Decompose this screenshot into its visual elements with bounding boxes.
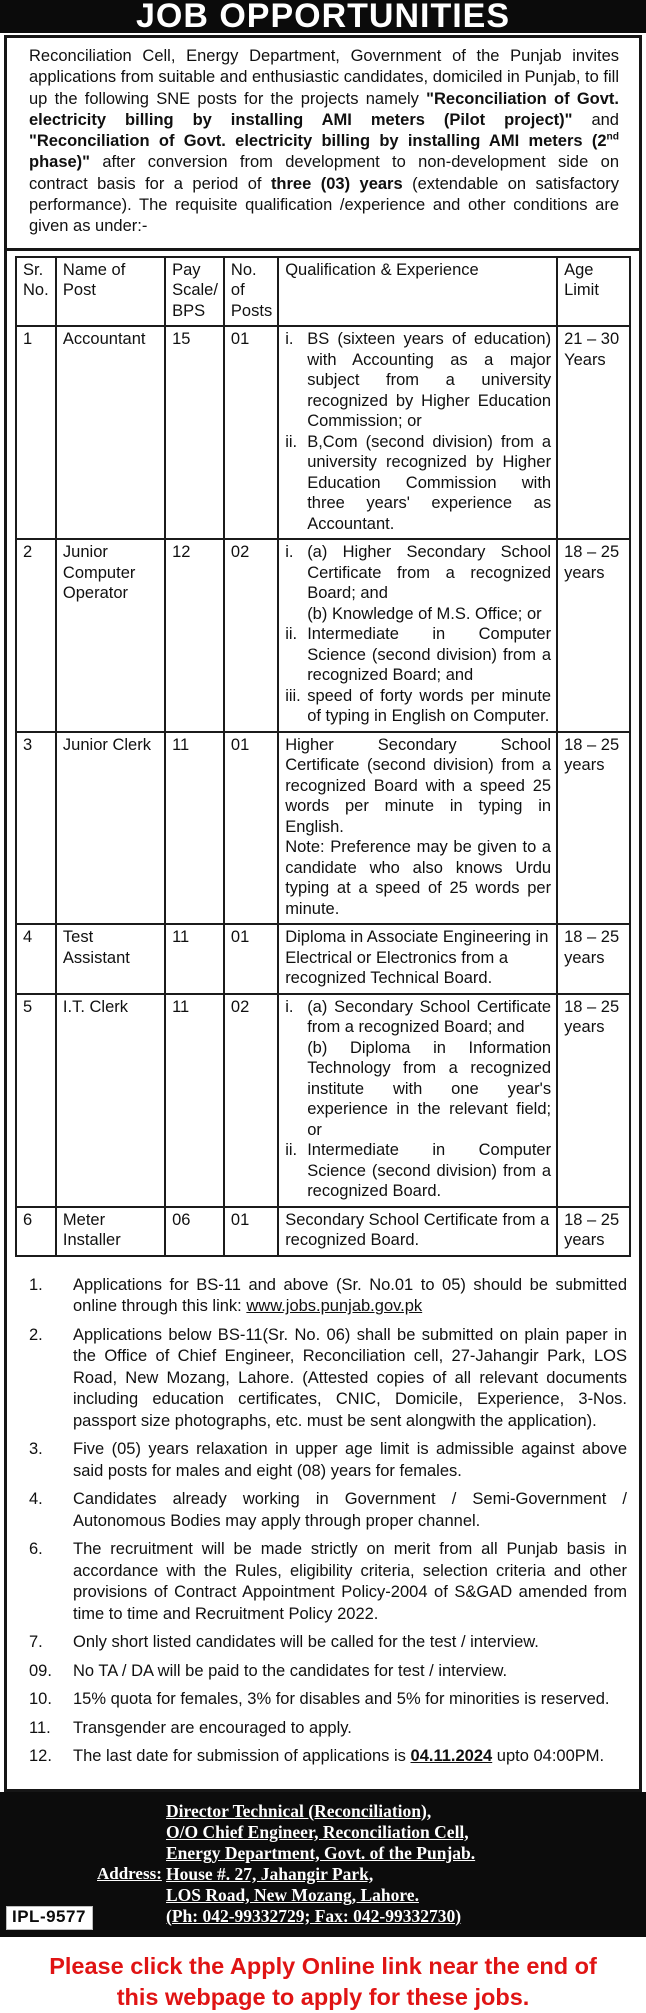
column-header: Sr. No. <box>16 257 56 327</box>
sr-no-cell: 3 <box>16 732 56 925</box>
list-item <box>29 1689 627 1711</box>
text-segment: phase)" <box>29 153 91 172</box>
post-name-cell: Meter Installer <box>56 1207 165 1256</box>
list-item-text <box>73 1689 627 1711</box>
apply-online-note-line2: this webpage to apply for these jobs. <box>116 1983 530 2010</box>
inline-link-text: www.jobs.punjab.gov.pk <box>246 1297 423 1316</box>
address-lines <box>166 1801 646 1927</box>
no-of-posts-cell: 02 <box>224 539 278 732</box>
table-header-row <box>16 257 630 327</box>
table-row <box>16 924 630 994</box>
list-item <box>29 1275 627 1318</box>
qualification-item <box>285 432 551 535</box>
text-segment: and <box>572 110 619 129</box>
list-item <box>29 1632 627 1654</box>
qualification-item <box>285 604 551 625</box>
sr-no-cell: 5 <box>16 994 56 1207</box>
list-item <box>29 1325 627 1433</box>
age-limit-cell: 21 – 30 Years <box>557 326 630 539</box>
qualification-text: Note: Preference may be given to a candidate who also knows Urdu typing at a speed of 25 words per minute. <box>285 838 552 918</box>
address-block <box>0 1792 646 1937</box>
qualification-text: Secondary School Certificate from a recognized Board. <box>285 1210 550 1250</box>
post-name-cell: Junior Clerk <box>56 732 165 925</box>
text-segment: Reconciliation Cell, Energy Department, Government of the Punjab invites applications from suitable and enthusiastic candidates, domiciled in Punjab, to fill up the following SNE posts for the projects namely <box>29 47 619 108</box>
item-marker: ii. <box>285 625 298 644</box>
text-segment: Five (05) years relaxation in upper age limit is admissible against above said posts for males and eight (08) years for females. <box>73 1440 627 1480</box>
list-item-number: 2. <box>29 1325 43 1344</box>
text-segment: upto 04:00PM. <box>492 1747 605 1766</box>
list-item-number: 3. <box>29 1440 43 1459</box>
text-segment: No TA / DA will be paid to the candidates for test / interview. <box>73 1661 508 1680</box>
ipl-badge: IPL-9577 <box>6 1906 93 1930</box>
text-segment: three (03) years <box>270 174 403 193</box>
text-segment: nd <box>606 131 619 143</box>
qualification-item <box>285 686 551 727</box>
address-line: O/O Chief Engineer, Reconciliation Cell, <box>166 1821 469 1842</box>
qualification-text: Higher Secondary School Certificate (second division) from a recognized Board with a speed 25 words per minute in typing in English. <box>285 735 552 836</box>
no-of-posts-cell: 02 <box>224 994 278 1207</box>
age-limit-cell: 18 – 25 years <box>557 994 630 1207</box>
text-segment: (extendable on satisfactory performance). The requisite qualification /experience and other conditions are given as under:- <box>29 174 619 236</box>
pay-scale-cell: 11 <box>165 732 224 925</box>
text-segment: 15% quota for females, 3% for disables and 5% for minorities is reserved. <box>73 1690 610 1709</box>
item-text: (b) Knowledge of M.S. Office; or <box>307 604 542 623</box>
pay-scale-cell: 15 <box>165 326 224 539</box>
item-marker: i. <box>285 330 294 349</box>
text-segment: after conversion from development to non-development side on contract basis for a period of <box>29 153 619 193</box>
list-item-text <box>73 1325 627 1433</box>
list-item-text <box>73 1661 627 1683</box>
item-text: (b) Diploma in Information Technology from a recognized institute with one year's experience in the relevant field; or <box>307 1038 552 1139</box>
table-row <box>16 994 630 1207</box>
qualification-cell <box>278 924 557 994</box>
qualification-cell <box>278 732 557 925</box>
list-item-text <box>73 1718 627 1740</box>
list-item-number: 1. <box>29 1275 43 1294</box>
list-item-number: 4. <box>29 1490 43 1509</box>
qualification-item <box>285 1140 551 1202</box>
sr-no-cell: 4 <box>16 924 56 994</box>
list-item-text <box>73 1746 627 1768</box>
post-name-cell: Junior Computer Operator <box>56 539 165 732</box>
list-item-number: 09. <box>29 1661 52 1680</box>
qualification-item <box>285 542 551 604</box>
text-segment: Candidates already working in Government / Semi-Government / Autonomous Bodies may apply through proper channel. <box>73 1490 627 1530</box>
pay-scale-cell: 11 <box>165 994 224 1207</box>
list-item-number: 12. <box>29 1747 52 1766</box>
no-of-posts-cell: 01 <box>224 924 278 994</box>
list-item <box>29 1661 627 1683</box>
list-item-text <box>73 1489 627 1532</box>
text-segment: "Reconciliation of Govt. electricity billing by installing AMI meters (2 <box>29 132 607 151</box>
qualification-cell <box>278 539 557 732</box>
post-name-cell: Accountant <box>56 326 165 539</box>
age-limit-cell: 18 – 25 years <box>557 924 630 994</box>
list-item-text <box>73 1275 627 1318</box>
sr-no-cell: 2 <box>16 539 56 732</box>
qualification-cell <box>278 326 557 539</box>
list-item <box>29 1439 627 1482</box>
pay-scale-cell: 06 <box>165 1207 224 1256</box>
item-marker <box>285 604 307 625</box>
text-segment: Applications for BS-11 and above (Sr. No.01 to 05) should be submitted online through this link: <box>73 1275 627 1316</box>
column-header: No. of Posts <box>224 257 278 327</box>
table-row <box>16 539 630 732</box>
inline-link-text: 04.11.2024 <box>410 1747 493 1766</box>
age-limit-cell: 18 – 25 years <box>557 1207 630 1256</box>
text-segment: Applications below BS-11(Sr. No. 06) shall be submitted on plain paper in the Office of Chief Engineer, Reconciliation cell, 27-Jahangir Park, LOS Road, New Mozang, Lahore. (Attested copies of all relevant documents including education certificates, CNIC, Domicile, Experience, 3-Nos. passport size photographs, etc. must be sent alongwith the application). <box>73 1325 627 1430</box>
item-marker: ii. <box>285 1141 298 1160</box>
post-name-cell: Test Assistant <box>56 924 165 994</box>
qualification-cell <box>278 1207 557 1256</box>
item-text: Intermediate in Computer Science (second division) from a recognized Board. <box>307 1141 552 1201</box>
table-row <box>16 326 630 539</box>
pay-scale-cell: 11 <box>165 924 224 994</box>
column-header: Pay Scale/ BPS <box>165 257 224 327</box>
list-item-number: 6. <box>29 1540 43 1559</box>
item-marker <box>285 1038 307 1141</box>
pay-scale-cell: 12 <box>165 539 224 732</box>
table-row <box>16 732 630 925</box>
address-line: House #. 27, Jahangir Park, <box>166 1863 374 1884</box>
item-text: Intermediate in Computer Science (second division) from a recognized Board; and <box>307 625 552 685</box>
address-label: Address: <box>97 1863 162 1883</box>
item-text: speed of forty words per minute of typing in English on Computer. <box>307 686 552 726</box>
list-item-text <box>73 1539 627 1625</box>
item-marker: i. <box>285 997 294 1016</box>
qualification-item <box>285 329 551 432</box>
list-item-number: 7. <box>29 1633 43 1652</box>
list-item <box>29 1489 627 1532</box>
item-marker: i. <box>285 543 294 562</box>
qualification-text: Diploma in Associate Engineering in Electrical or Electronics from a recognized Technical Board. <box>285 928 549 988</box>
item-text: (a) Higher Secondary School Certificate from a recognized Board; and <box>307 543 552 603</box>
age-limit-cell: 18 – 25 years <box>557 539 630 732</box>
no-of-posts-cell: 01 <box>224 1207 278 1256</box>
list-item <box>29 1746 627 1768</box>
list-item-text <box>73 1439 627 1482</box>
text-segment: The recruitment will be made strictly on merit from all Punjab basis in accordance with the Rules, eligibility criteria, selection criteria and other provisions of Contract Appointment Policy-2004 of S&GAD amended from time to time and Recruitment Policy 2022. <box>73 1540 627 1623</box>
intro-paragraph <box>7 38 639 251</box>
column-header: Name of Post <box>56 257 165 327</box>
apply-online-note <box>0 1951 646 2013</box>
item-text: B,Com (second division) from a university recognized by Higher Education Commission with three years' experience as Accountant. <box>307 432 552 533</box>
item-marker: iii. <box>285 686 301 705</box>
posts-table <box>15 256 631 1257</box>
item-text: (a) Secondary School Certificate from a recognized Board; and <box>307 997 552 1037</box>
title-bar <box>0 0 646 33</box>
list-item-number: 11. <box>29 1718 51 1737</box>
list-item <box>29 1539 627 1625</box>
text-segment: Transgender are encouraged to apply. <box>73 1718 352 1737</box>
post-name-cell: I.T. Clerk <box>56 994 165 1207</box>
list-item-text <box>73 1632 627 1654</box>
text-segment: "Reconciliation of Govt. electricity billing by installing AMI meters (Pilot project)" <box>29 89 619 129</box>
qualification-cell <box>278 994 557 1207</box>
column-header: Qualification & Experience <box>278 257 557 327</box>
list-item <box>29 1718 627 1740</box>
column-header: Age Limit <box>557 257 630 327</box>
sr-no-cell: 6 <box>16 1207 56 1256</box>
item-marker: ii. <box>285 432 298 451</box>
ad-frame <box>4 35 642 1792</box>
address-line: (Ph: 042-99332729; Fax: 042-99332730) <box>166 1905 462 1926</box>
table-row <box>16 1207 630 1256</box>
apply-online-note-line1: Please click the Apply Online link near the end of <box>49 1952 597 1979</box>
age-limit-cell: 18 – 25 years <box>557 732 630 925</box>
page-title: JOB OPPORTUNITIES <box>135 0 511 33</box>
no-of-posts-cell: 01 <box>224 732 278 925</box>
text-segment: Only short listed candidates will be called for the test / interview. <box>73 1633 539 1652</box>
qualification-item <box>285 624 551 686</box>
address-line: Director Technical (Reconciliation), <box>166 1800 432 1821</box>
conditions-list <box>7 1265 639 1789</box>
address-line: Energy Department, Govt. of the Punjab. <box>166 1842 476 1863</box>
item-text: BS (sixteen years of education) with Accounting as a major subject from a university recognized by Higher Education Commission; or <box>307 330 552 431</box>
no-of-posts-cell: 01 <box>224 326 278 539</box>
text-segment: The last date for submission of applications is <box>73 1747 411 1766</box>
list-item-number: 10. <box>29 1690 52 1709</box>
qualification-item <box>285 997 551 1038</box>
qualification-item <box>285 1038 551 1141</box>
address-line: LOS Road, New Mozang, Lahore. <box>166 1884 419 1905</box>
sr-no-cell: 1 <box>16 326 56 539</box>
